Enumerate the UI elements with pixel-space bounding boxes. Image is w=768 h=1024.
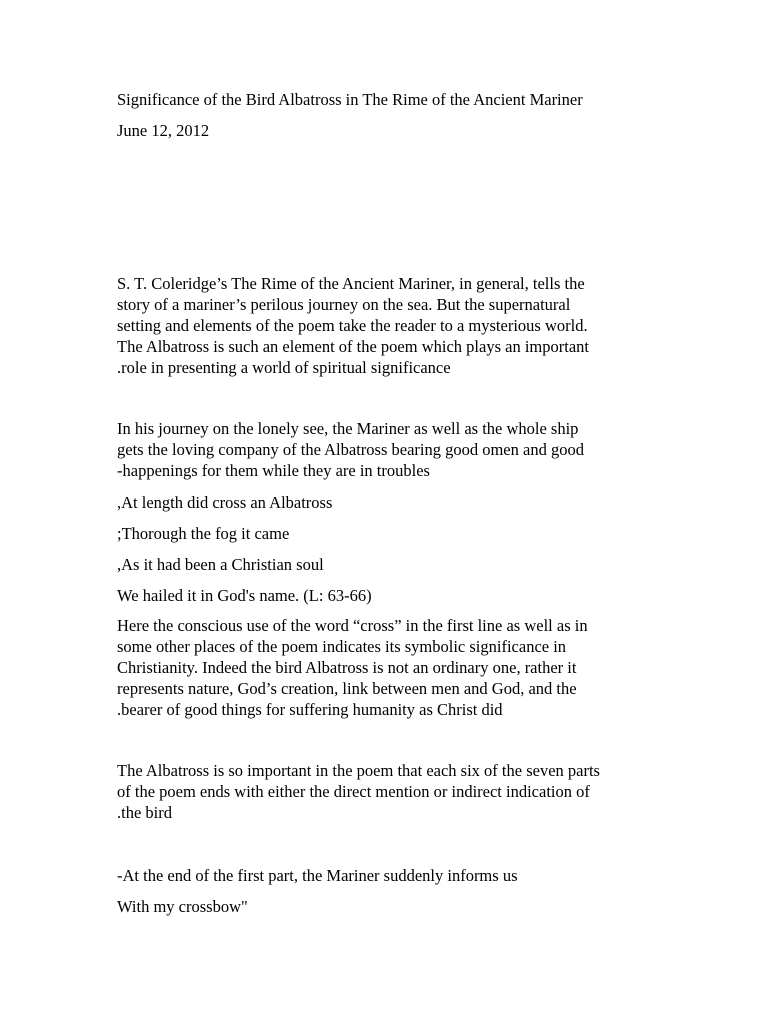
paragraph-3-line-5: .bearer of good things for suffering humanity as Christ did <box>117 700 503 719</box>
paragraph-4-line-2: of the poem ends with either the direct mention or indirect indication of <box>117 782 590 801</box>
paragraph-2-line-3: -happenings for them while they are in troubles <box>117 461 430 480</box>
paragraph-2-line-2: gets the loving company of the Albatross bearing good omen and good <box>117 440 584 459</box>
paragraph-1-line-3: setting and elements of the poem take the reader to a mysterious world. <box>117 316 588 335</box>
quote-1-line-1: ,At length did cross an Albatross <box>117 493 333 512</box>
paragraph-1-line-4: The Albatross is such an element of the poem which plays an important <box>117 337 589 356</box>
paragraph-5-line-1: -At the end of the first part, the Mariner suddenly informs us <box>117 866 518 885</box>
paragraph-1-line-1: S. T. Coleridge’s The Rime of the Ancient Mariner, in general, tells the <box>117 274 585 293</box>
quote-1-line-3: ,As it had been a Christian soul <box>117 555 324 574</box>
document-date: June 12, 2012 <box>117 121 210 140</box>
quote-2-line-1: With my crossbow" <box>117 897 248 916</box>
paragraph-4-line-1: The Albatross is so important in the poem that each six of the seven parts <box>117 761 600 780</box>
paragraph-1-line-2: story of a mariner’s perilous journey on the sea. But the supernatural <box>117 295 571 314</box>
paragraph-3-line-4: represents nature, God’s creation, link between men and God, and the <box>117 679 577 698</box>
paragraph-2-line-1: In his journey on the lonely see, the Mariner as well as the whole ship <box>117 419 579 438</box>
paragraph-4-line-3: .the bird <box>117 803 172 822</box>
document-title: Significance of the Bird Albatross in The Rime of the Ancient Mariner <box>117 90 583 109</box>
quote-1-line-2: ;Thorough the fog it came <box>117 524 290 543</box>
paragraph-3-line-3: Christianity. Indeed the bird Albatross is not an ordinary one, rather it <box>117 658 577 677</box>
paragraph-1-line-5: .role in presenting a world of spiritual significance <box>117 358 451 377</box>
paragraph-3-line-2: some other places of the poem indicates its symbolic significance in <box>117 637 567 656</box>
paragraph-3-line-1: Here the conscious use of the word “cross” in the first line as well as in <box>117 616 588 635</box>
quote-1-line-4: We hailed it in God's name. (L: 63-66) <box>117 586 372 605</box>
